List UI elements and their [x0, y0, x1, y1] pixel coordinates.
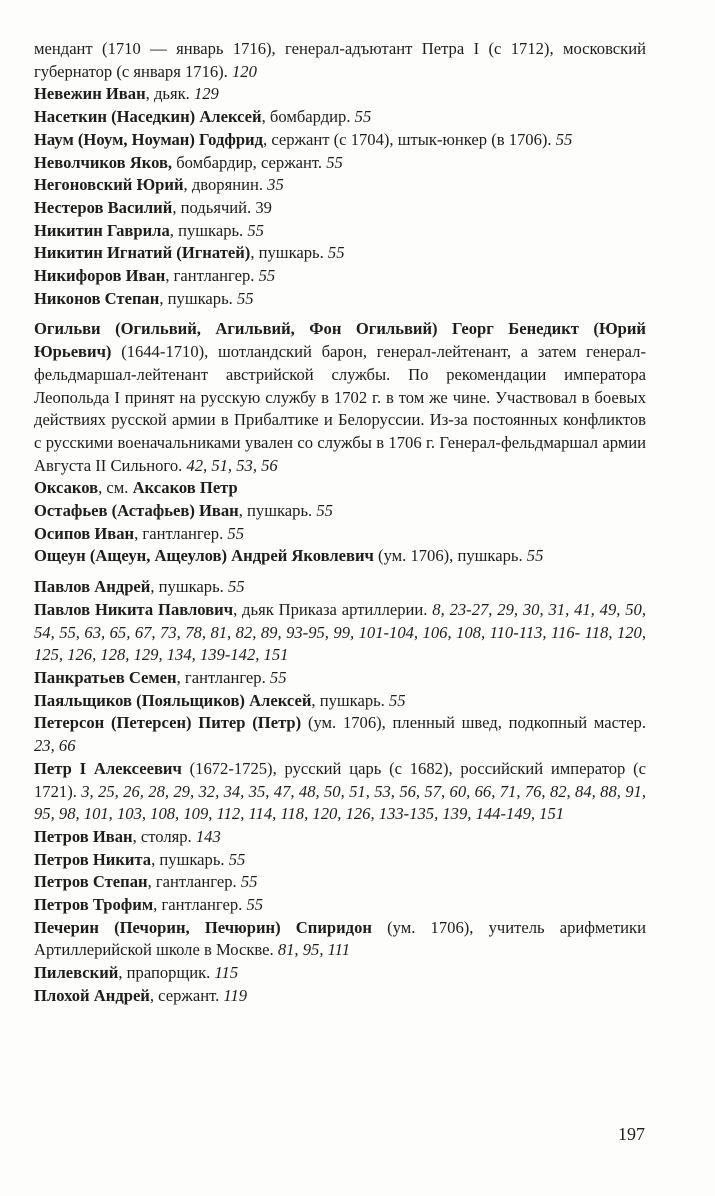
index-entry: Петров Трофим, гантлангер. 55 — [34, 895, 264, 915]
index-entry: Негоновский Юрий, дворянин. 35 — [34, 175, 284, 195]
index-entry: мендант (1710 — январь 1716), генерал-адъютант Петра I (с 1712), московский губернатор (с января 1716). 120 — [34, 39, 646, 81]
index-entry: Невежин Иван, дьяк. 129 — [34, 84, 219, 104]
index-entry: Насеткин (Наседкин) Алексей, бомбардир. 55 — [34, 107, 372, 127]
index-entry: Неволчиков Яков, бомбардир, сержант. 55 — [34, 152, 343, 172]
index-entry: Огильви (Огильвий, Агильвий, Фон Огильвий) Георг Бенедикт (Юрий Юрьевич) (1644-1710), шотландский барон, генерал-лейтенант, а затем генерал-фельдмаршал-лейтенант австрийской службы. По рекомендации императора Леопольда I принят на русскую службу в 1702 г. в том же чине. Участвовал в боевых действиях русской армии в Прибалтике и Белоруссии. Из-за постоянных конфликтов с русскими военачальниками увален со службы в 1706 г. Генерал-фельдмаршал армии Августа II Сильного. 42, 51, 53, 56 — [34, 319, 646, 475]
index-entry: Петров Никита, пушкарь. 55 — [34, 849, 246, 869]
index-entry: Плохой Андрей, сержант. 119 — [34, 985, 248, 1005]
index-entry: Никитин Игнатий (Игнатей), пушкарь. 55 — [34, 243, 345, 263]
page-number: 197 — [618, 1124, 645, 1144]
index-entry: Остафьев (Астафьев) Иван, пушкарь. 55 — [34, 501, 333, 521]
index-entry: Петерсон (Петерсен) Питер (Петр) (ум. 1706), пленный швед, подкопный мастер. 23, 66 — [34, 713, 647, 756]
index-entry: Ощеун (Ащеун, Ащеулов) Андрей Яковлевич (ум. 1706), пушкарь. 55 — [34, 546, 544, 566]
index-entry: Пилевский, прапорщик. 115 — [34, 963, 239, 983]
index-entry: Петров Степан, гантлангер. 55 — [34, 872, 258, 892]
index-entry: Панкратьев Семен, гантлангер. 55 — [34, 667, 287, 687]
name-index-list — [34, 38, 646, 1008]
index-entry: Осипов Иван, гантлангер. 55 — [34, 523, 244, 543]
index-entry: Никитин Гаврила, пушкарь. 55 — [34, 220, 264, 240]
index-entry: Павлов Андрей, пушкарь. 55 — [34, 577, 245, 597]
index-entry: Нестеров Василий, подьячий. 39 — [34, 197, 272, 217]
index-entry: Петров Иван, столяр. 143 — [34, 826, 221, 846]
index-entry: Никонов Степан, пушкарь. 55 — [34, 288, 254, 308]
index-entry: Паяльщиков (Пояльщиков) Алексей, пушкарь. 55 — [34, 690, 406, 710]
index-entry: Павлов Никита Павлович, дьяк Приказа артиллерии. 8, 23-27, 29, 30, 31, 41, 49, 50, 54, 55, 63, 65, 67, 73, 78, 81, 82, 89, 93-95, 99, 101-104, 106, 108, 110-113, 116- 118, 120, 125, 126, 128, 129, 134, 139-142, 151 — [34, 599, 646, 665]
index-entry: Оксаков, см. Аксаков Петр — [34, 478, 238, 498]
index-entry: Никифоров Иван, гантлангер. 55 — [34, 266, 276, 286]
index-entry: Петр I Алексеевич (1672-1725), русский царь (с 1682), российский император (с 1721). 3, 25, 26, 28, 29, 32, 34, 35, 47, 48, 50, 51, 53, 56, 57, 60, 66, 71, 76, 82, 84, 88, 91, 95, 98, 101, 103, 108, 109, 112, 114, 118, 120, 126, 133-135, 139, 144-149, 151 — [34, 758, 647, 824]
index-entry: Наум (Ноум, Ноуман) Годфрид, сержант (с 1704), штык-юнкер (в 1706). 55 — [34, 129, 573, 149]
index-entry: Печерин (Печорин, Печюрин) Спиридон (ум. 1706), учитель арифметики Артиллерийской школе в Москве. 81, 95, 111 — [34, 917, 646, 960]
